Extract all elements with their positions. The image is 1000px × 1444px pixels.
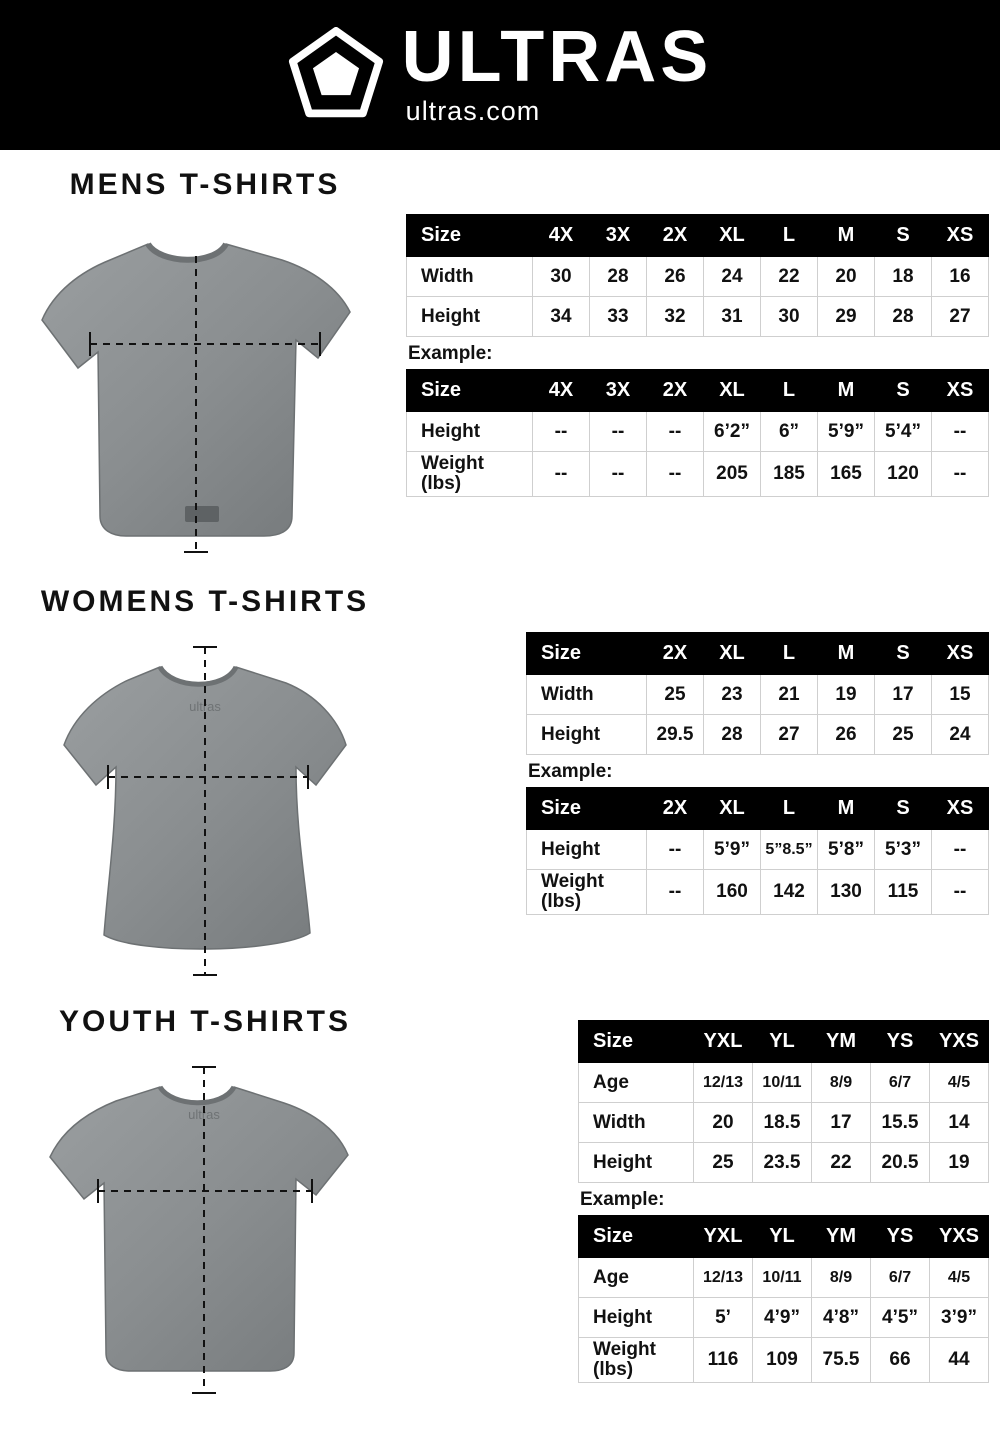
cell: -- bbox=[533, 452, 590, 497]
cell: 8/9 bbox=[812, 1063, 871, 1103]
table-row bbox=[407, 297, 989, 337]
cell: -- bbox=[932, 870, 989, 915]
cell: 26 bbox=[647, 257, 704, 297]
mens-size-tables bbox=[406, 214, 989, 497]
cell: -- bbox=[647, 412, 704, 452]
cell: 205 bbox=[704, 452, 761, 497]
cell: -- bbox=[533, 412, 590, 452]
cell: 32 bbox=[647, 297, 704, 337]
cell: 12/13 bbox=[694, 1258, 753, 1298]
svg-text:ultras: ultras bbox=[188, 1107, 220, 1122]
col-ym: YM bbox=[812, 1021, 871, 1063]
cell: -- bbox=[647, 452, 704, 497]
cell: 25 bbox=[694, 1143, 753, 1183]
cell: 23 bbox=[704, 675, 761, 715]
table-row bbox=[527, 715, 989, 755]
row-label-width: Width bbox=[407, 257, 533, 297]
cell: 5’9” bbox=[818, 412, 875, 452]
col-yxl: YXL bbox=[694, 1216, 753, 1258]
cell: 44 bbox=[930, 1338, 989, 1383]
cell: 4’8” bbox=[812, 1298, 871, 1338]
cell: 25 bbox=[875, 715, 932, 755]
cell: 29 bbox=[818, 297, 875, 337]
table-header-row bbox=[527, 633, 989, 675]
cell: 10/11 bbox=[753, 1063, 812, 1103]
row-label-weight: Weight (lbs) bbox=[527, 870, 647, 915]
mens-tshirt-illustration bbox=[20, 216, 390, 556]
cell: 5’9” bbox=[704, 830, 761, 870]
table-row bbox=[579, 1103, 989, 1143]
section-womens bbox=[20, 585, 390, 983]
cell: 5’8” bbox=[818, 830, 875, 870]
table-row bbox=[579, 1063, 989, 1103]
cell: 28 bbox=[875, 297, 932, 337]
cell: 6” bbox=[761, 412, 818, 452]
cell: 19 bbox=[818, 675, 875, 715]
section-mens bbox=[20, 168, 390, 556]
row-label-height: Height bbox=[579, 1143, 694, 1183]
cell: 4/5 bbox=[930, 1063, 989, 1103]
col-ym: YM bbox=[812, 1216, 871, 1258]
cell: 4’5” bbox=[871, 1298, 930, 1338]
col-xs: XS bbox=[932, 633, 989, 675]
col-yxs: YXS bbox=[930, 1216, 989, 1258]
col-size: Size bbox=[407, 215, 533, 257]
cell: 28 bbox=[704, 715, 761, 755]
col-s: S bbox=[875, 788, 932, 830]
cell: 185 bbox=[761, 452, 818, 497]
womens-size-table bbox=[526, 632, 989, 755]
cell: 21 bbox=[761, 675, 818, 715]
cell: -- bbox=[932, 452, 989, 497]
mens-example-label: Example: bbox=[408, 343, 493, 364]
row-label-height: Height bbox=[407, 297, 533, 337]
cell: 5’3” bbox=[875, 830, 932, 870]
cell: 130 bbox=[818, 870, 875, 915]
cell: 66 bbox=[871, 1338, 930, 1383]
table-header-row bbox=[579, 1021, 989, 1063]
cell: 12/13 bbox=[694, 1063, 753, 1103]
row-label-weight: Weight (lbs) bbox=[407, 452, 533, 497]
table-header-row bbox=[407, 370, 989, 412]
cell: 27 bbox=[932, 297, 989, 337]
brand-lockup bbox=[288, 17, 713, 126]
col-yl: YL bbox=[753, 1021, 812, 1063]
table-row bbox=[407, 257, 989, 297]
col-ys: YS bbox=[871, 1021, 930, 1063]
col-l: L bbox=[761, 788, 818, 830]
col-m: M bbox=[818, 215, 875, 257]
cell: 17 bbox=[812, 1103, 871, 1143]
row-label-width: Width bbox=[579, 1103, 694, 1143]
brand-name: ULTRAS bbox=[401, 17, 713, 98]
col-size: Size bbox=[407, 370, 533, 412]
col-2x: 2X bbox=[647, 215, 704, 257]
row-label-height: Height bbox=[527, 715, 647, 755]
cell: 10/11 bbox=[753, 1258, 812, 1298]
cell: 22 bbox=[761, 257, 818, 297]
cell: -- bbox=[647, 830, 704, 870]
table-row bbox=[407, 452, 989, 497]
col-l: L bbox=[761, 370, 818, 412]
col-3x: 3X bbox=[590, 370, 647, 412]
table-row bbox=[579, 1298, 989, 1338]
cell: 24 bbox=[932, 715, 989, 755]
womens-section-title: WOMENS T-SHIRTS bbox=[40, 585, 370, 618]
table-header-row bbox=[579, 1216, 989, 1258]
cell: 17 bbox=[875, 675, 932, 715]
col-s: S bbox=[875, 633, 932, 675]
row-label-height: Height bbox=[407, 412, 533, 452]
table-row bbox=[579, 1143, 989, 1183]
col-xs: XS bbox=[932, 215, 989, 257]
col-size: Size bbox=[527, 633, 647, 675]
cell: 20 bbox=[694, 1103, 753, 1143]
site-header bbox=[0, 0, 1000, 150]
cell: 15.5 bbox=[871, 1103, 930, 1143]
cell: 20.5 bbox=[871, 1143, 930, 1183]
col-yxs: YXS bbox=[930, 1021, 989, 1063]
cell: 16 bbox=[932, 257, 989, 297]
col-s: S bbox=[875, 370, 932, 412]
cell: -- bbox=[590, 452, 647, 497]
mens-section-title: MENS T-SHIRTS bbox=[69, 168, 341, 201]
row-label-height: Height bbox=[579, 1298, 694, 1338]
cell: -- bbox=[647, 870, 704, 915]
cell: 4/5 bbox=[930, 1258, 989, 1298]
cell: 23.5 bbox=[753, 1143, 812, 1183]
cell: 14 bbox=[930, 1103, 989, 1143]
table-row bbox=[527, 870, 989, 915]
col-size: Size bbox=[527, 788, 647, 830]
cell: 15 bbox=[932, 675, 989, 715]
col-size: Size bbox=[579, 1216, 694, 1258]
svg-text:ultras: ultras bbox=[189, 699, 221, 714]
pentagon-shield-logo-icon bbox=[288, 27, 384, 123]
col-s: S bbox=[875, 215, 932, 257]
cell: 24 bbox=[704, 257, 761, 297]
table-header-row bbox=[407, 215, 989, 257]
row-label-weight: Weight (lbs) bbox=[579, 1338, 694, 1383]
cell: 6/7 bbox=[871, 1063, 930, 1103]
col-xl: XL bbox=[704, 370, 761, 412]
cell: -- bbox=[590, 412, 647, 452]
cell: 22 bbox=[812, 1143, 871, 1183]
cell: -- bbox=[932, 412, 989, 452]
brand-text bbox=[401, 17, 713, 126]
col-m: M bbox=[818, 788, 875, 830]
row-label-height: Height bbox=[527, 830, 647, 870]
womens-example-table bbox=[526, 787, 989, 915]
col-l: L bbox=[761, 633, 818, 675]
cell: 5”8.5” bbox=[761, 830, 818, 870]
cell: 31 bbox=[704, 297, 761, 337]
cell: 115 bbox=[875, 870, 932, 915]
cell: 120 bbox=[875, 452, 932, 497]
col-4x: 4X bbox=[533, 370, 590, 412]
cell: 20 bbox=[818, 257, 875, 297]
cell: 30 bbox=[533, 257, 590, 297]
cell: 4’9” bbox=[753, 1298, 812, 1338]
cell: 142 bbox=[761, 870, 818, 915]
cell: 6/7 bbox=[871, 1258, 930, 1298]
cell: 116 bbox=[694, 1338, 753, 1383]
youth-size-table bbox=[578, 1020, 989, 1183]
table-row bbox=[527, 830, 989, 870]
col-xl: XL bbox=[704, 788, 761, 830]
cell: 5’ bbox=[694, 1298, 753, 1338]
cell: 109 bbox=[753, 1338, 812, 1383]
col-m: M bbox=[818, 370, 875, 412]
col-2x: 2X bbox=[647, 788, 704, 830]
row-label-age: Age bbox=[579, 1258, 694, 1298]
youth-size-tables bbox=[578, 1020, 989, 1383]
cell: 26 bbox=[818, 715, 875, 755]
cell: 25 bbox=[647, 675, 704, 715]
row-label-age: Age bbox=[579, 1063, 694, 1103]
youth-example-table bbox=[578, 1215, 989, 1383]
col-yxl: YXL bbox=[694, 1021, 753, 1063]
cell: 160 bbox=[704, 870, 761, 915]
col-l: L bbox=[761, 215, 818, 257]
cell: 8/9 bbox=[812, 1258, 871, 1298]
row-label-width: Width bbox=[527, 675, 647, 715]
womens-tshirt-illustration bbox=[20, 633, 390, 983]
table-row bbox=[527, 675, 989, 715]
youth-example-label: Example: bbox=[580, 1189, 665, 1210]
cell: 33 bbox=[590, 297, 647, 337]
cell: 165 bbox=[818, 452, 875, 497]
section-youth bbox=[20, 1005, 390, 1403]
cell: 27 bbox=[761, 715, 818, 755]
col-xs: XS bbox=[932, 788, 989, 830]
cell: 34 bbox=[533, 297, 590, 337]
col-size: Size bbox=[579, 1021, 694, 1063]
cell: 75.5 bbox=[812, 1338, 871, 1383]
col-xs: XS bbox=[932, 370, 989, 412]
cell: 18 bbox=[875, 257, 932, 297]
col-2x: 2X bbox=[647, 370, 704, 412]
col-3x: 3X bbox=[590, 215, 647, 257]
col-yl: YL bbox=[753, 1216, 812, 1258]
col-xl: XL bbox=[704, 215, 761, 257]
table-row bbox=[579, 1258, 989, 1298]
col-m: M bbox=[818, 633, 875, 675]
cell: 18.5 bbox=[753, 1103, 812, 1143]
table-row bbox=[579, 1338, 989, 1383]
cell: 29.5 bbox=[647, 715, 704, 755]
cell: 6’2” bbox=[704, 412, 761, 452]
youth-tshirt-illustration bbox=[20, 1053, 390, 1403]
mens-size-table bbox=[406, 214, 989, 337]
cell: 5’4” bbox=[875, 412, 932, 452]
womens-example-label: Example: bbox=[528, 761, 613, 782]
table-header-row bbox=[527, 788, 989, 830]
cell: 19 bbox=[930, 1143, 989, 1183]
cell: 28 bbox=[590, 257, 647, 297]
col-4x: 4X bbox=[533, 215, 590, 257]
table-row bbox=[407, 412, 989, 452]
mens-example-table bbox=[406, 369, 989, 497]
cell: 30 bbox=[761, 297, 818, 337]
cell: 3’9” bbox=[930, 1298, 989, 1338]
womens-size-tables bbox=[526, 632, 989, 915]
brand-url: ultras.com bbox=[405, 95, 541, 126]
cell: -- bbox=[932, 830, 989, 870]
col-2x: 2X bbox=[647, 633, 704, 675]
col-ys: YS bbox=[871, 1216, 930, 1258]
col-xl: XL bbox=[704, 633, 761, 675]
youth-section-title: YOUTH T-SHIRTS bbox=[58, 1005, 351, 1038]
